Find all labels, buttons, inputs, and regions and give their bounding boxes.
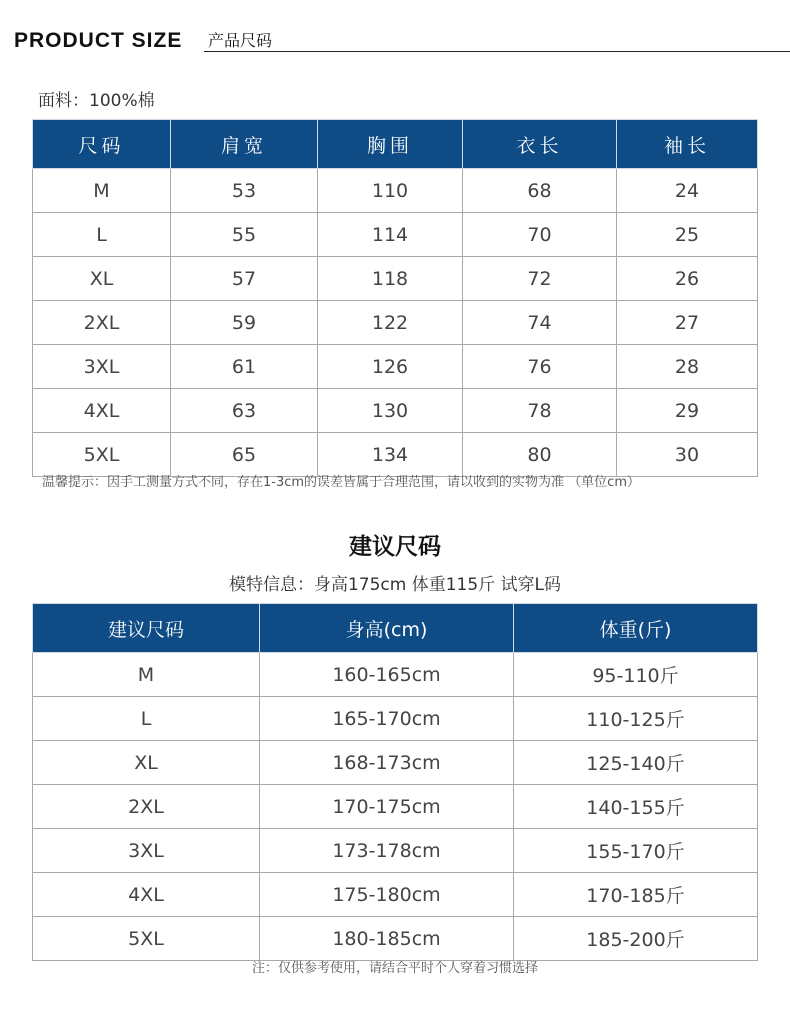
table-cell: 74 (463, 301, 617, 345)
table-cell: 165-170cm (260, 697, 514, 741)
table-cell: 4XL (33, 389, 171, 433)
table-cell: 61 (171, 345, 318, 389)
table-cell: 130 (318, 389, 463, 433)
table-cell: 175-180cm (260, 873, 514, 917)
size-chart-row (33, 169, 758, 213)
table-cell: 170-175cm (260, 785, 514, 829)
table-cell: 59 (171, 301, 318, 345)
recommend-row (33, 741, 758, 785)
table-cell: 24 (617, 169, 758, 213)
table-cell: 28 (617, 345, 758, 389)
size-chart-row (33, 433, 758, 477)
table-cell: 118 (318, 257, 463, 301)
table-cell: M (33, 653, 260, 697)
table-cell: 53 (171, 169, 318, 213)
table-cell: 80 (463, 433, 617, 477)
col-header-size: 尺码 (33, 120, 171, 169)
recommend-row (33, 829, 758, 873)
measurement-note: 温馨提示：因手工测量方式不同，存在1-3cm的误差皆属于合理范围，请以收到的实物为准 （单位cm） (42, 475, 640, 490)
table-cell: XL (33, 257, 171, 301)
col-header-weight: 体重(斤) (514, 604, 758, 653)
table-cell: 57 (171, 257, 318, 301)
recommend-row (33, 917, 758, 961)
table-cell: 72 (463, 257, 617, 301)
table-cell: 29 (617, 389, 758, 433)
table-cell: L (33, 697, 260, 741)
col-header-sleeve: 袖长 (617, 120, 758, 169)
table-cell: 55 (171, 213, 318, 257)
recommend-row (33, 697, 758, 741)
recommend-title: 建议尺码 (349, 534, 441, 560)
col-header-length: 衣长 (463, 120, 617, 169)
table-cell: 27 (617, 301, 758, 345)
table-cell: 160-165cm (260, 653, 514, 697)
table-cell: 5XL (33, 433, 171, 477)
table-cell: XL (33, 741, 260, 785)
table-cell: 95-110斤 (514, 653, 758, 697)
table-cell: M (33, 169, 171, 213)
table-cell: 122 (318, 301, 463, 345)
table-cell: 170-185斤 (514, 873, 758, 917)
size-chart-row (33, 213, 758, 257)
size-chart-table (32, 119, 758, 477)
table-cell: L (33, 213, 171, 257)
table-cell: 125-140斤 (514, 741, 758, 785)
col-header-rec-size: 建议尺码 (33, 604, 260, 653)
recommend-row (33, 785, 758, 829)
table-cell: 70 (463, 213, 617, 257)
table-cell: 4XL (33, 873, 260, 917)
table-cell: 65 (171, 433, 318, 477)
table-cell: 3XL (33, 345, 171, 389)
material-info: 面料：100%棉 (38, 91, 155, 111)
table-cell: 63 (171, 389, 318, 433)
size-chart-header-row (33, 120, 758, 169)
section-header (14, 28, 790, 54)
table-cell: 25 (617, 213, 758, 257)
table-cell: 126 (318, 345, 463, 389)
col-header-height: 身高(cm) (260, 604, 514, 653)
size-chart-row (33, 345, 758, 389)
table-cell: 78 (463, 389, 617, 433)
size-chart-row (33, 257, 758, 301)
table-cell: 140-155斤 (514, 785, 758, 829)
recommend-size-table (32, 603, 758, 961)
table-cell: 185-200斤 (514, 917, 758, 961)
table-cell: 114 (318, 213, 463, 257)
section-title-cn: 产品尺码 (208, 31, 273, 50)
table-cell: 76 (463, 345, 617, 389)
size-chart-row (33, 389, 758, 433)
table-cell: 5XL (33, 917, 260, 961)
table-cell: 110 (318, 169, 463, 213)
recommend-row (33, 653, 758, 697)
table-cell: 168-173cm (260, 741, 514, 785)
table-cell: 26 (617, 257, 758, 301)
size-chart-row (33, 301, 758, 345)
table-cell: 173-178cm (260, 829, 514, 873)
table-cell: 30 (617, 433, 758, 477)
table-cell: 134 (318, 433, 463, 477)
table-cell: 180-185cm (260, 917, 514, 961)
model-info: 模特信息：身高175cm 体重115斤 试穿L码 (228, 575, 562, 595)
col-header-chest: 胸围 (318, 120, 463, 169)
table-cell: 3XL (33, 829, 260, 873)
table-cell: 155-170斤 (514, 829, 758, 873)
table-cell: 68 (463, 169, 617, 213)
col-header-shoulder: 肩宽 (171, 120, 318, 169)
header-divider (204, 51, 790, 52)
table-cell: 2XL (33, 301, 171, 345)
table-cell: 110-125斤 (514, 697, 758, 741)
section-title-en: PRODUCT SIZE (14, 29, 183, 52)
table-cell: 2XL (33, 785, 260, 829)
recommend-row (33, 873, 758, 917)
reference-note: 注：仅供参考使用，请结合平时个人穿着习惯选择 (251, 961, 538, 976)
recommend-header-row (33, 604, 758, 653)
